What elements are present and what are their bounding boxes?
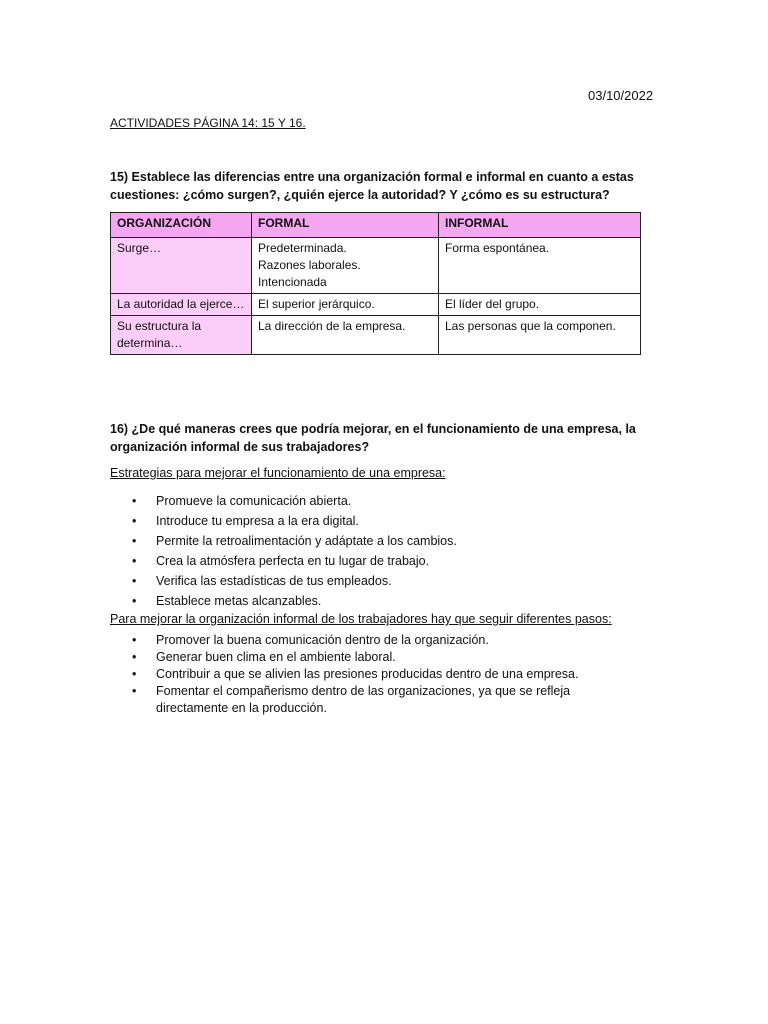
organization-comparison-table bbox=[110, 212, 641, 355]
document-date: 03/10/2022 bbox=[588, 88, 654, 103]
bullet-icon: • bbox=[132, 574, 137, 588]
header-organizacion: ORGANIZACIÓN bbox=[111, 213, 252, 238]
bullet-icon: • bbox=[132, 667, 137, 681]
strategies-list bbox=[110, 491, 630, 611]
bullet-icon: • bbox=[132, 650, 137, 664]
bullet-icon: • bbox=[132, 534, 137, 548]
table-row bbox=[111, 316, 641, 355]
formal-cell bbox=[252, 316, 439, 355]
list-item bbox=[110, 511, 630, 531]
row-label: La autoridad la ejerce… bbox=[111, 294, 252, 316]
list-item-text: Generar buen clima en el ambiente laboral. bbox=[156, 650, 396, 664]
bullet-icon: • bbox=[132, 633, 137, 647]
bullet-icon: • bbox=[132, 684, 137, 698]
activities-title: ACTIVIDADES PÁGINA 14: 15 Y 16. bbox=[110, 116, 306, 130]
section-title-strategies: Estrategias para mejorar el funcionamiento de una empresa: bbox=[110, 466, 446, 480]
cell-line: Intencionada bbox=[258, 275, 327, 289]
informal-cell: Forma espontánea. bbox=[439, 238, 641, 294]
list-item bbox=[110, 571, 630, 591]
list-item-text: Promueve la comunicación abierta. bbox=[156, 494, 352, 508]
list-item-text: Promover la buena comunicación dentro de la organización. bbox=[156, 633, 489, 647]
list-item-text: Verifica las estadísticas de tus empleados. bbox=[156, 574, 392, 588]
list-item-text: Crea la atmósfera perfecta en tu lugar de trabajo. bbox=[156, 554, 430, 568]
cell-line: El superior jerárquico. bbox=[258, 297, 375, 311]
list-item bbox=[110, 683, 630, 717]
cell-line: Predeterminada. bbox=[258, 241, 347, 255]
list-item bbox=[110, 591, 630, 611]
list-item bbox=[110, 632, 630, 649]
header-informal: INFORMAL bbox=[439, 213, 641, 238]
section-title-steps: Para mejorar la organización informal de los trabajadores hay que seguir diferentes pasos: bbox=[110, 612, 612, 626]
list-item-text: Fomentar el compañerismo dentro de las organizaciones, ya que se refleja directamente en la producción. bbox=[156, 684, 571, 715]
list-item-text: Introduce tu empresa a la era digital. bbox=[156, 514, 359, 528]
bullet-icon: • bbox=[132, 514, 137, 528]
bullet-icon: • bbox=[132, 594, 137, 608]
bullet-icon: • bbox=[132, 494, 137, 508]
formal-cell bbox=[252, 238, 439, 294]
row-label: Su estructura la determina… bbox=[111, 316, 252, 355]
list-item-text: Contribuir a que se alivien las presiones producidas dentro de una empresa. bbox=[156, 667, 579, 681]
cell-line: Razones laborales. bbox=[258, 258, 361, 272]
list-item bbox=[110, 649, 630, 666]
question-16: 16) ¿De qué maneras crees que podría mejorar, en el funcionamiento de una empresa, la organización informal de sus trabajadores? bbox=[110, 422, 636, 454]
bullet-icon: • bbox=[132, 554, 137, 568]
row-label: Surge… bbox=[111, 238, 252, 294]
list-item bbox=[110, 531, 630, 551]
informal-cell: El líder del grupo. bbox=[439, 294, 641, 316]
formal-cell bbox=[252, 294, 439, 316]
list-item-text: Permite la retroalimentación y adáptate a los cambios. bbox=[156, 534, 457, 548]
list-item bbox=[110, 551, 630, 571]
list-item-text: Establece metas alcanzables. bbox=[156, 594, 322, 608]
list-item bbox=[110, 491, 630, 511]
header-formal: FORMAL bbox=[252, 213, 439, 238]
table-header-row bbox=[111, 213, 641, 238]
question-15: 15) Establece las diferencias entre una organización formal e informal en cuanto a estas cuestiones: ¿cómo surgen?, ¿quién ejerce la autoridad? Y ¿cómo es su estructura? bbox=[110, 170, 634, 202]
table-row bbox=[111, 294, 641, 316]
cell-line: La dirección de la empresa. bbox=[258, 319, 406, 333]
steps-list bbox=[110, 632, 630, 717]
informal-cell: Las personas que la componen. bbox=[439, 316, 641, 355]
list-item bbox=[110, 666, 630, 683]
table-row bbox=[111, 238, 641, 294]
